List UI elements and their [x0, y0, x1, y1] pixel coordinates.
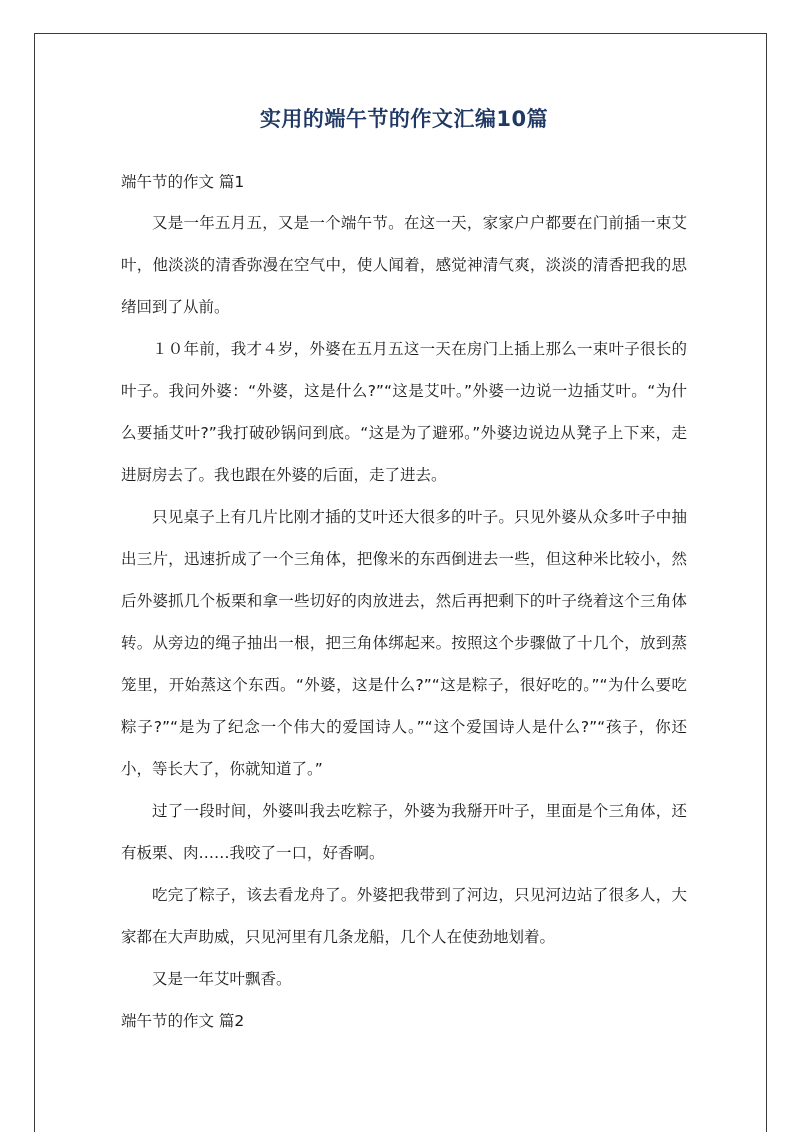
section-heading-2: 端午节的作文 篇2 — [121, 1012, 245, 1030]
paragraph: １０年前，我才４岁，外婆在五月五这一天在房门上插上那么一束叶子很长的叶子。我问外婆：“外婆，这是什么?”“这是艾叶。”外婆一边说一边插艾叶。“为什么要插艾叶?”我打破砂锅问到底。“这是为了避邪。”外婆边说边从凳子上下来，走进厨房去了。我也跟在外婆的后面，走了进去。 — [121, 340, 687, 484]
section-heading-1: 端午节的作文 篇1 — [121, 173, 245, 191]
paragraph: 又是一年五月五，又是一个端午节。在这一天，家家户户都要在门前插一束艾叶，他淡淡的清香弥漫在空气中，使人闻着，感觉神清气爽，淡淡的清香把我的思绪回到了从前。 — [121, 214, 687, 316]
paragraph: 只见桌子上有几片比刚才插的艾叶还大很多的叶子。只见外婆从众多叶子中抽出三片，迅速折成了一个三角体，把像米的东西倒进去一些，但这种米比较小，然后外婆抓几个板栗和拿一些切好的肉放进去，然后再把剩下的叶子绕着这个三角体转。从旁边的绳子抽出一根，把三角体绑起来。按照这个步骤做了十几个，放到蒸笼里，开始蒸这个东西。“外婆，这是什么?”“这是粽子，很好吃的。”“为什么要吃粽子?”“是为了纪念一个伟大的爱国诗人。”“这个爱国诗人是什么?”“孩子，你还小，等长大了，你就知道了。” — [121, 508, 687, 778]
paragraph: 过了一段时间，外婆叫我去吃粽子，外婆为我掰开叶子，里面是个三角体，还有板栗、肉……我咬了一口，好香啊。 — [121, 802, 687, 862]
paragraph: 又是一年艾叶飘香。 — [152, 970, 292, 988]
document-title: 实用的端午节的作文汇编10篇 — [259, 107, 549, 131]
paragraph: 吃完了粽子，该去看龙舟了。外婆把我带到了河边，只见河边站了很多人，大家都在大声助威，只见河里有几条龙船，几个人在使劲地划着。 — [121, 886, 687, 946]
essay-1 — [121, 202, 687, 1000]
